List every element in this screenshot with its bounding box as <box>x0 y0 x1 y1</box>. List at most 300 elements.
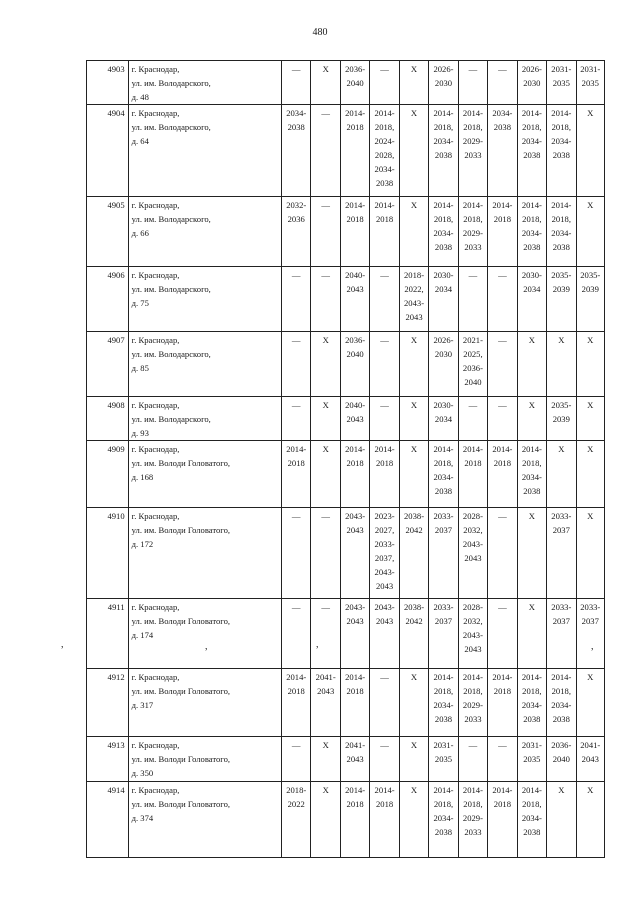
schedule-value: X <box>587 444 594 454</box>
schedule-value: 2043 <box>375 616 394 626</box>
address-cell <box>128 508 281 599</box>
address-line: г. Краснодар, <box>131 200 180 210</box>
address-line: д. 75 <box>131 298 149 308</box>
schedule-cell <box>458 599 487 669</box>
schedule-value: 2028- <box>462 511 483 521</box>
schedule-value: 2030- <box>433 270 454 280</box>
address-cell <box>128 61 281 105</box>
address-cell <box>128 332 281 397</box>
schedule-value: 2018, <box>551 214 571 224</box>
schedule-cell <box>458 332 487 397</box>
schedule-cell <box>547 332 576 397</box>
table-row <box>87 61 605 105</box>
schedule-value: X <box>410 672 418 682</box>
table-row <box>87 332 605 397</box>
schedule-value: 2038- <box>404 511 425 521</box>
schedule-cell <box>370 599 399 669</box>
schedule-cell <box>458 267 487 332</box>
schedule-value: 2041- <box>580 740 601 750</box>
schedule-value: 2014- <box>492 200 513 210</box>
schedule-value: 2018 <box>493 799 511 809</box>
schedule-cell <box>458 441 487 508</box>
schedule-cell <box>399 61 428 105</box>
schedule-value: 2018, <box>463 799 483 809</box>
schedule-value: 2018, <box>433 458 454 468</box>
table-body <box>87 61 605 858</box>
table-row <box>87 105 605 197</box>
schedule-value: 2034 <box>434 284 453 294</box>
schedule-value: 2036- <box>345 64 366 74</box>
schedule-value: 2040 <box>552 754 570 764</box>
address-line: д. 93 <box>131 428 149 438</box>
address-line: д. 374 <box>131 813 154 823</box>
schedule-cell <box>399 669 428 737</box>
schedule-value: — <box>468 64 478 74</box>
schedule-value: 2028, <box>374 150 395 160</box>
schedule-value: 2037 <box>434 616 453 626</box>
schedule-cell <box>517 61 546 105</box>
schedule-value: X <box>322 64 329 74</box>
schedule-value: 2029- <box>462 700 483 710</box>
schedule-value: X <box>558 444 565 454</box>
schedule-value: 2038 <box>523 486 541 496</box>
schedule-cell <box>340 669 369 737</box>
schedule-value: 2038 <box>434 827 453 837</box>
schedule-value: 2014- <box>462 444 483 454</box>
schedule-cell <box>429 332 458 397</box>
schedule-value: 2043 <box>346 754 364 764</box>
schedule-cell <box>488 397 517 441</box>
schedule-value: 2038 <box>523 242 541 252</box>
schedule-value: 2041- <box>315 672 336 682</box>
schedule-cell <box>370 508 399 599</box>
schedule-value: 2039 <box>552 284 570 294</box>
schedule-value: 2034- <box>433 228 454 238</box>
schedule-value: 2039 <box>581 284 599 294</box>
stray-mark: , <box>205 641 208 652</box>
schedule-cell <box>311 332 340 397</box>
schedule-value: X <box>410 740 418 750</box>
schedule-value: 2014- <box>551 200 572 210</box>
schedule-cell <box>340 508 369 599</box>
schedule-value: 2018, <box>374 122 395 132</box>
schedule-value: 2018, <box>433 686 454 696</box>
address-cell <box>128 267 281 332</box>
schedule-value: 2014- <box>492 672 513 682</box>
schedule-value: 2036- <box>462 363 483 373</box>
schedule-value: 2037, <box>374 553 395 563</box>
row-number: 4911 <box>87 599 129 669</box>
schedule-value: 2022, <box>404 284 424 294</box>
schedule-value: 2032- <box>286 200 307 210</box>
schedule-cell <box>547 105 576 197</box>
table-row <box>87 441 605 508</box>
schedule-value: 2038 <box>523 150 541 160</box>
address-line: ул. им. Володи Головатого, <box>131 616 231 626</box>
schedule-value: — <box>291 270 301 280</box>
schedule-value: 2025, <box>463 349 483 359</box>
schedule-value: 2043- <box>374 602 395 612</box>
schedule-value: 2030 <box>523 78 541 88</box>
schedule-cell <box>311 599 340 669</box>
schedule-value: 2031- <box>521 740 542 750</box>
schedule-value: 2043 <box>464 644 482 654</box>
schedule-value: 2018 <box>346 799 364 809</box>
schedule-value: 2043- <box>404 298 425 308</box>
schedule-value: 2018, <box>433 122 454 132</box>
schedule-value: 2042 <box>405 525 423 535</box>
schedule-value: 2014- <box>374 785 395 795</box>
schedule-cell <box>282 508 311 599</box>
schedule-value: X <box>410 335 418 345</box>
schedule-value: 2018 <box>493 458 511 468</box>
schedule-cell <box>370 782 399 858</box>
schedule-value: — <box>468 740 478 750</box>
schedule-value: — <box>321 200 330 210</box>
schedule-cell <box>517 197 546 267</box>
schedule-cell <box>517 397 546 441</box>
schedule-value: — <box>291 400 301 410</box>
address-line: г. Краснодар, <box>131 785 180 795</box>
address-cell <box>128 197 281 267</box>
schedule-value: 2029- <box>462 228 483 238</box>
table-row <box>87 397 605 441</box>
address-line: ул. им. Володи Головатого, <box>131 458 231 468</box>
schedule-value: 2018- <box>286 785 307 795</box>
schedule-value: 2038 <box>552 714 570 724</box>
schedule-value: 2035- <box>580 270 601 280</box>
schedule-value: 2018, <box>522 686 542 696</box>
table-row <box>87 197 605 267</box>
address-cell <box>128 397 281 441</box>
schedule-value: 2018 <box>287 686 305 696</box>
schedule-value: 2043- <box>462 630 483 640</box>
address-line: г. Краснодар, <box>131 270 180 280</box>
schedule-value: 2033- <box>551 602 572 612</box>
schedule-value: 2014- <box>521 672 542 682</box>
schedule-cell <box>488 737 517 782</box>
schedule-value: X <box>410 64 418 74</box>
schedule-value: — <box>468 270 478 280</box>
address-line: д. 172 <box>131 539 154 549</box>
schedule-cell <box>517 267 546 332</box>
address-line: д. 317 <box>131 700 154 710</box>
schedule-value: — <box>321 108 330 118</box>
schedule-value: 2034- <box>521 472 542 482</box>
schedule-value: 2043 <box>346 616 364 626</box>
schedule-value: 2035 <box>581 78 599 88</box>
page-number: 480 <box>312 27 328 38</box>
schedule-cell <box>576 737 604 782</box>
address-line: ул. им. Володи Головатого, <box>131 686 231 696</box>
schedule-cell <box>282 397 311 441</box>
schedule-value: 2036- <box>551 740 572 750</box>
schedule-value: X <box>587 200 594 210</box>
schedule-cell <box>547 508 576 599</box>
schedule-value: 2014- <box>462 108 483 118</box>
schedule-value: X <box>322 444 329 454</box>
schedule-value: X <box>587 335 594 345</box>
schedule-value: 2027, <box>374 525 395 535</box>
schedule-value: 2018- <box>404 270 425 280</box>
table-row <box>87 267 605 332</box>
address-line: ул. им. Володи Головатого, <box>131 754 231 764</box>
schedule-value: 2041- <box>345 740 366 750</box>
schedule-value: 2040 <box>346 78 364 88</box>
schedule-value: 2030- <box>433 400 454 410</box>
schedule-value: — <box>498 270 507 280</box>
schedule-cell <box>399 599 428 669</box>
row-number: 4907 <box>87 332 129 397</box>
schedule-value: 2034- <box>521 136 542 146</box>
schedule-value: 2035- <box>551 400 572 410</box>
schedule-cell <box>488 508 517 599</box>
schedule-cell <box>576 599 604 669</box>
row-number: 4905 <box>87 197 129 267</box>
schedule-value: 2043 <box>346 525 364 535</box>
schedule-value: 2014- <box>433 444 454 454</box>
schedule-cell <box>370 441 399 508</box>
schedule-value: — <box>380 740 389 750</box>
schedule-value: X <box>410 444 418 454</box>
address-line: д. 85 <box>131 363 149 373</box>
schedule-value: 2043 <box>317 686 335 696</box>
schedule-value: 2043 <box>346 414 364 424</box>
schedule-cell <box>429 105 458 197</box>
row-number: 4913 <box>87 737 129 782</box>
schedule-value: 2028- <box>462 602 483 612</box>
schedule-cell <box>547 669 576 737</box>
schedule-value: 2026- <box>433 64 454 74</box>
schedule-value: 2033- <box>374 539 395 549</box>
address-line: ул. им. Володарского, <box>131 414 211 424</box>
address-line: д. 350 <box>131 768 154 778</box>
schedule-cell <box>429 599 458 669</box>
schedule-cell <box>429 61 458 105</box>
schedule-value: 2035 <box>552 78 570 88</box>
schedule-cell <box>311 441 340 508</box>
schedule-cell <box>576 61 604 105</box>
schedule-value: 2018, <box>433 214 454 224</box>
schedule-value: — <box>291 602 301 612</box>
schedule-value: X <box>558 335 565 345</box>
schedule-value: — <box>380 672 389 682</box>
schedule-value: 2040- <box>345 270 366 280</box>
schedule-cell <box>488 197 517 267</box>
schedule-value: 2014- <box>551 108 572 118</box>
stray-mark: , <box>316 639 319 650</box>
schedule-value: 2038 <box>493 122 511 132</box>
schedule-value: 2030- <box>521 270 542 280</box>
schedule-value: 2021- <box>462 335 483 345</box>
address-line: ул. им. Володи Головатого, <box>131 525 231 535</box>
schedule-cell <box>517 332 546 397</box>
address-line: д. 64 <box>131 136 149 146</box>
schedule-value: 2018 <box>493 214 511 224</box>
schedule-cell <box>399 441 428 508</box>
address-cell <box>128 782 281 858</box>
schedule-cell <box>399 105 428 197</box>
schedule-value: 2034- <box>521 700 542 710</box>
schedule-value: 2034- <box>286 108 307 118</box>
schedule-value: 2040- <box>345 400 366 410</box>
schedule-value: — <box>468 400 478 410</box>
schedule-value: 2022 <box>287 799 305 809</box>
schedule-cell <box>517 669 546 737</box>
schedule-value: 2034- <box>551 136 572 146</box>
schedule-value: 2018, <box>433 799 454 809</box>
schedule-value: — <box>380 400 389 410</box>
schedule-value: 2018, <box>463 122 483 132</box>
schedule-cell <box>488 267 517 332</box>
schedule-value: X <box>410 400 418 410</box>
schedule-value: 2037 <box>581 616 599 626</box>
schedule-value: 2018, <box>522 799 542 809</box>
schedule-cell <box>282 669 311 737</box>
schedule-value: 2034- <box>492 108 513 118</box>
schedule-cell <box>488 441 517 508</box>
schedule-value: — <box>380 270 389 280</box>
schedule-cell <box>547 782 576 858</box>
schedule-value: 2038 <box>287 122 305 132</box>
address-cell <box>128 105 281 197</box>
address-line: ул. им. Володарского, <box>131 214 211 224</box>
schedule-value: X <box>587 400 594 410</box>
schedule-cell <box>340 105 369 197</box>
schedule-value: 2014- <box>345 672 366 682</box>
address-cell <box>128 669 281 737</box>
schedule-value: 2014- <box>433 200 454 210</box>
schedule-cell <box>547 197 576 267</box>
address-line: ул. им. Володарского, <box>131 284 211 294</box>
schedule-cell <box>282 61 311 105</box>
schedule-value: 2034- <box>433 136 454 146</box>
row-number: 4914 <box>87 782 129 858</box>
schedule-value: 2030 <box>434 78 453 88</box>
schedule-cell <box>488 105 517 197</box>
schedule-value: X <box>528 511 535 521</box>
schedule-value: 2018, <box>551 122 571 132</box>
schedule-cell <box>311 267 340 332</box>
schedule-value: 2039 <box>552 414 570 424</box>
schedule-value: X <box>587 108 594 118</box>
schedule-value: 2034- <box>433 700 454 710</box>
schedule-value: 2018, <box>551 686 571 696</box>
row-number: 4906 <box>87 267 129 332</box>
schedule-value: 2038 <box>434 486 453 496</box>
row-number: 4912 <box>87 669 129 737</box>
schedule-value: 2037 <box>434 525 453 535</box>
table-row <box>87 669 605 737</box>
schedule-value: 2014- <box>462 785 483 795</box>
address-cell <box>128 737 281 782</box>
schedule-value: 2033- <box>433 511 454 521</box>
schedule-value: 2034- <box>374 164 395 174</box>
schedule-cell <box>370 61 399 105</box>
schedule-value: X <box>528 335 535 345</box>
schedule-value: 2026- <box>521 64 542 74</box>
schedule-value: 2038 <box>434 714 453 724</box>
schedule-cell <box>370 669 399 737</box>
schedule-value: 2043- <box>374 567 395 577</box>
schedule-value: X <box>587 672 594 682</box>
schedule-cell <box>311 508 340 599</box>
schedule-cell <box>547 61 576 105</box>
schedule-cell <box>429 737 458 782</box>
schedule-value: — <box>321 602 330 612</box>
schedule-value: — <box>498 740 507 750</box>
table-row <box>87 782 605 858</box>
schedule-value: 2037 <box>552 616 570 626</box>
schedule-cell <box>311 397 340 441</box>
schedule-value: X <box>587 785 594 795</box>
schedule-value: 2018, <box>463 214 483 224</box>
schedule-value: 2038 <box>552 150 570 160</box>
schedule-value: 2018 <box>375 799 394 809</box>
schedule-value: 2034- <box>433 472 454 482</box>
schedule-cell <box>340 599 369 669</box>
schedule-value: 2014- <box>345 785 366 795</box>
address-line: д. 168 <box>131 472 154 482</box>
row-number: 4904 <box>87 105 129 197</box>
schedule-value: 2034 <box>434 414 453 424</box>
schedule-value: 2014- <box>433 672 454 682</box>
schedule-value: — <box>498 511 507 521</box>
schedule-value: — <box>498 602 507 612</box>
schedule-value: 2024- <box>374 136 395 146</box>
schedule-cell <box>547 737 576 782</box>
schedule-value: 2014- <box>374 200 395 210</box>
schedule-value: 2018 <box>375 458 394 468</box>
table-row <box>87 508 605 599</box>
schedule-cell <box>547 397 576 441</box>
schedule-cell <box>340 441 369 508</box>
schedule-value: 2014- <box>286 444 307 454</box>
schedule-value: 2014- <box>521 444 542 454</box>
schedule-value: 2034- <box>551 700 572 710</box>
schedule-cell <box>458 397 487 441</box>
schedule-cell <box>429 197 458 267</box>
schedule-cell <box>517 508 546 599</box>
schedule-value: — <box>291 335 301 345</box>
schedule-cell <box>458 737 487 782</box>
schedule-value: 2018, <box>463 686 483 696</box>
address-line: ул. им. Володи Головатого, <box>131 799 231 809</box>
schedule-value: 2033- <box>580 602 601 612</box>
schedule-value: 2029- <box>462 813 483 823</box>
schedule-value: 2038 <box>434 150 453 160</box>
schedule-value: — <box>498 400 507 410</box>
schedule-value: 2033 <box>464 714 482 724</box>
schedule-value: X <box>528 400 535 410</box>
schedule-value: 2032, <box>463 616 483 626</box>
schedule-cell <box>458 669 487 737</box>
schedule-value: — <box>498 335 507 345</box>
schedule-value: — <box>291 740 301 750</box>
schedule-cell <box>399 332 428 397</box>
schedule-cell <box>517 599 546 669</box>
schedule-cell <box>340 61 369 105</box>
schedule-value: 2043 <box>405 312 423 322</box>
schedule-cell <box>547 441 576 508</box>
address-line: г. Краснодар, <box>131 64 180 74</box>
schedule-value: 2014- <box>374 108 395 118</box>
schedule-cell <box>458 782 487 858</box>
schedule-value: — <box>380 335 389 345</box>
schedule-cell <box>340 267 369 332</box>
row-number: 4903 <box>87 61 129 105</box>
schedule-cell <box>399 267 428 332</box>
